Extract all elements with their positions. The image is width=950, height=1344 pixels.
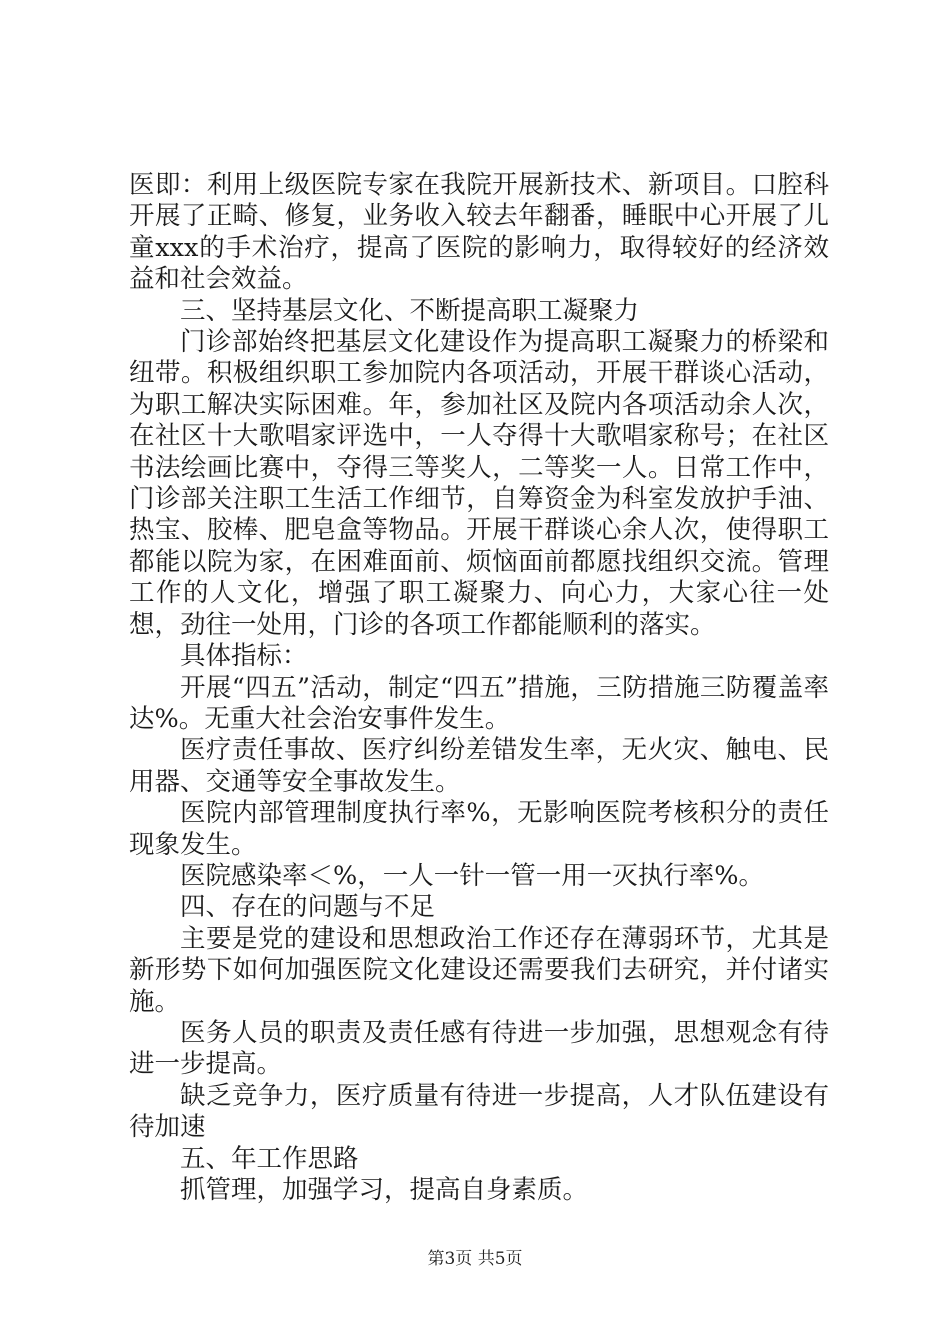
paragraph-2: 门诊部始终把基层文化建设作为提高职工凝聚力的桥梁和纽带。积极组织职工参加院内各项活动，开展干群谈心活动，为职工解决实际困难。年，参加社区及院内各项活动余人次，在社区十大歌唱家评选中，一人夺得十大歌唱家称号；在社区书法绘画比赛中，夺得三等奖人，二等奖一人。日常工作中，门诊部关注职工生活工作细节，自筹资金为科室发放护手油、热宝、胶棒、肥皂盒等物品。开展干群谈心余人次，使得职工都能以院为家，在困难面前、烦恼面前都愿找组织交流。管理工作的人文化，增强了职工凝聚力、向心力，大家心往一处想，劲往一处用，门诊的各项工作都能顺利的落实。 xyxy=(129,327,829,640)
indicator-item-2: 医疗责任事故、医疗纠纷差错发生率，无火灾、触电、民用器、交通等安全事故发生。 xyxy=(129,735,829,797)
indicator-item-3: 医院内部管理制度执行率%，无影响医院考核积分的责任现象发生。 xyxy=(129,798,829,860)
page-number-footer: 第3页 共5页 xyxy=(427,1249,523,1269)
problem-item-3: 缺乏竞争力，医疗质量有待进一步提高，人才队伍建设有待加速 xyxy=(129,1080,829,1143)
indicators-heading: 具体指标： xyxy=(180,641,308,672)
problem-item-2: 医务人员的职责及责任感有待进一步加强，思想观念有待进一步提高。 xyxy=(129,1017,829,1080)
problem-item-1: 主要是党的建设和思想政治工作还存在薄弱环节，尤其是新形势下如何加强医院文化建设还需要我们去研究，并付诸实施。 xyxy=(129,923,829,1017)
section-heading-5: 五、年工作思路 xyxy=(180,1143,359,1174)
plan-item-1: 抓管理，加强学习，提高自身素质。 xyxy=(180,1175,589,1205)
indicator-item-4: 医院感染率＜%，一人一针一管一用一灭执行率%。 xyxy=(180,860,764,891)
section-heading-3: 三、坚持基层文化、不断提高职工凝聚力 xyxy=(180,295,640,326)
section-heading-4: 四、存在的问题与不足 xyxy=(180,892,436,923)
document-body xyxy=(129,170,829,1206)
paragraph-0: 医即：利用上级医院专家在我院开展新技术、新项目。口腔科开展了正畸、修复，业务收入较去年翻番，睡眠中心开展了儿童xxx的手术治疗，提高了医院的影响力，取得较好的经济效益和社会效益。 xyxy=(129,170,829,295)
indicator-item-1: 开展“四五”活动，制定“四五”措施，三防措施三防覆盖率达%。无重大社会治安事件发生。 xyxy=(129,672,829,734)
